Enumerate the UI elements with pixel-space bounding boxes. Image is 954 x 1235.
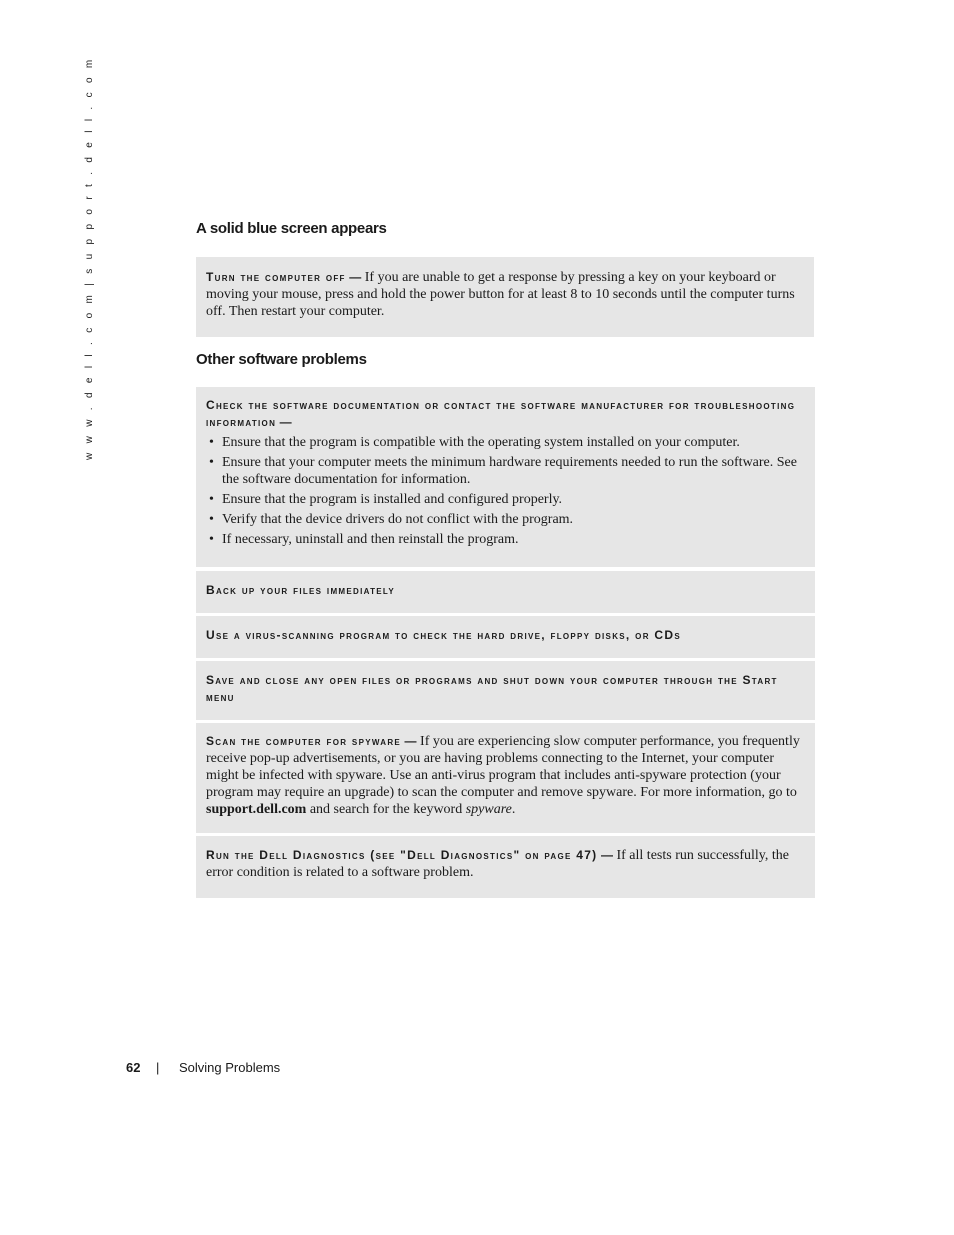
label-diagnostics: Run the Dell Diagnostics (see "Dell Diagnostics" on page 47) (206, 848, 598, 862)
label-check-docs: Check the software documentation or contact the software manufacturer for troubleshooting information (206, 398, 796, 429)
dash-diagnostics: — (600, 848, 613, 862)
box-save-close (196, 661, 815, 720)
text-turn-off: If you are unable to get a response by pressing a key on your keyboard or moving your mouse, press and hold the power button for at least 8 to 10 seconds until the computer turns off. Then restart your computer. (206, 270, 795, 319)
page-content (196, 219, 816, 898)
text-spyware-end: . (511, 802, 516, 817)
footer-separator: | (156, 1060, 160, 1075)
box-check-docs (196, 387, 815, 567)
keyword-spyware: spyware (465, 802, 512, 817)
heading-other-software: Other software problems (196, 351, 367, 368)
heading-blue-screen: A solid blue screen appears (196, 220, 387, 237)
dash-check-docs: — (279, 415, 292, 429)
text-spyware-middle: and search for the keyword (306, 802, 466, 817)
bullet-item: • Verify that the device drivers do not conflict with the program. (206, 511, 804, 528)
box-spyware (196, 723, 815, 833)
label-turn-off: Turn the computer off (206, 270, 346, 284)
bullet-item: • Ensure that your computer meets the minimum hardware requirements needed to run the software. See the software documentation for information. (206, 454, 804, 488)
chapter-title: Solving Problems (179, 1060, 281, 1075)
dash-turn-off: — (349, 270, 362, 284)
support-link[interactable]: support.dell.com (206, 802, 307, 817)
label-spyware: Scan the computer for spyware (206, 734, 402, 748)
text-diagnostics: If all tests run successfully, the error condition is related to a software problem. (206, 848, 789, 880)
dash-spyware: — (404, 734, 417, 748)
box-diagnostics (196, 836, 815, 898)
box-turn-off (196, 257, 814, 337)
label-backup: Back up your files immediately (206, 583, 396, 597)
label-virus-scan: Use a virus-scanning program to check the hard drive, floppy disks, or CDs (206, 628, 681, 642)
bullet-item: • Ensure that the program is compatible with the operating system installed on your computer. (206, 434, 804, 451)
label-save-close: Save and close any open files or programs and shut down your computer through the Start menu (206, 673, 778, 704)
side-url-text: w w w . d e l l . c o m | s u p p o r t . d e l l . c o m (84, 56, 95, 460)
check-docs-bullet-list (206, 434, 804, 548)
box-virus-scan (196, 616, 815, 658)
page-number: 62 (126, 1060, 141, 1075)
bullet-item: • If necessary, uninstall and then reinstall the program. (206, 531, 804, 548)
bullet-item: • Ensure that the program is installed and configured properly. (206, 491, 804, 508)
box-backup (196, 571, 815, 613)
text-spyware: If you are experiencing slow computer performance, you frequently receive pop-up advertisements, or you are having problems connecting to the Internet, your computer might be infected with spyware. Use an anti-virus program that includes anti-spyware protection (your program may require an upgrade) to scan the computer and remove spyware. For more information, go to (206, 734, 800, 800)
